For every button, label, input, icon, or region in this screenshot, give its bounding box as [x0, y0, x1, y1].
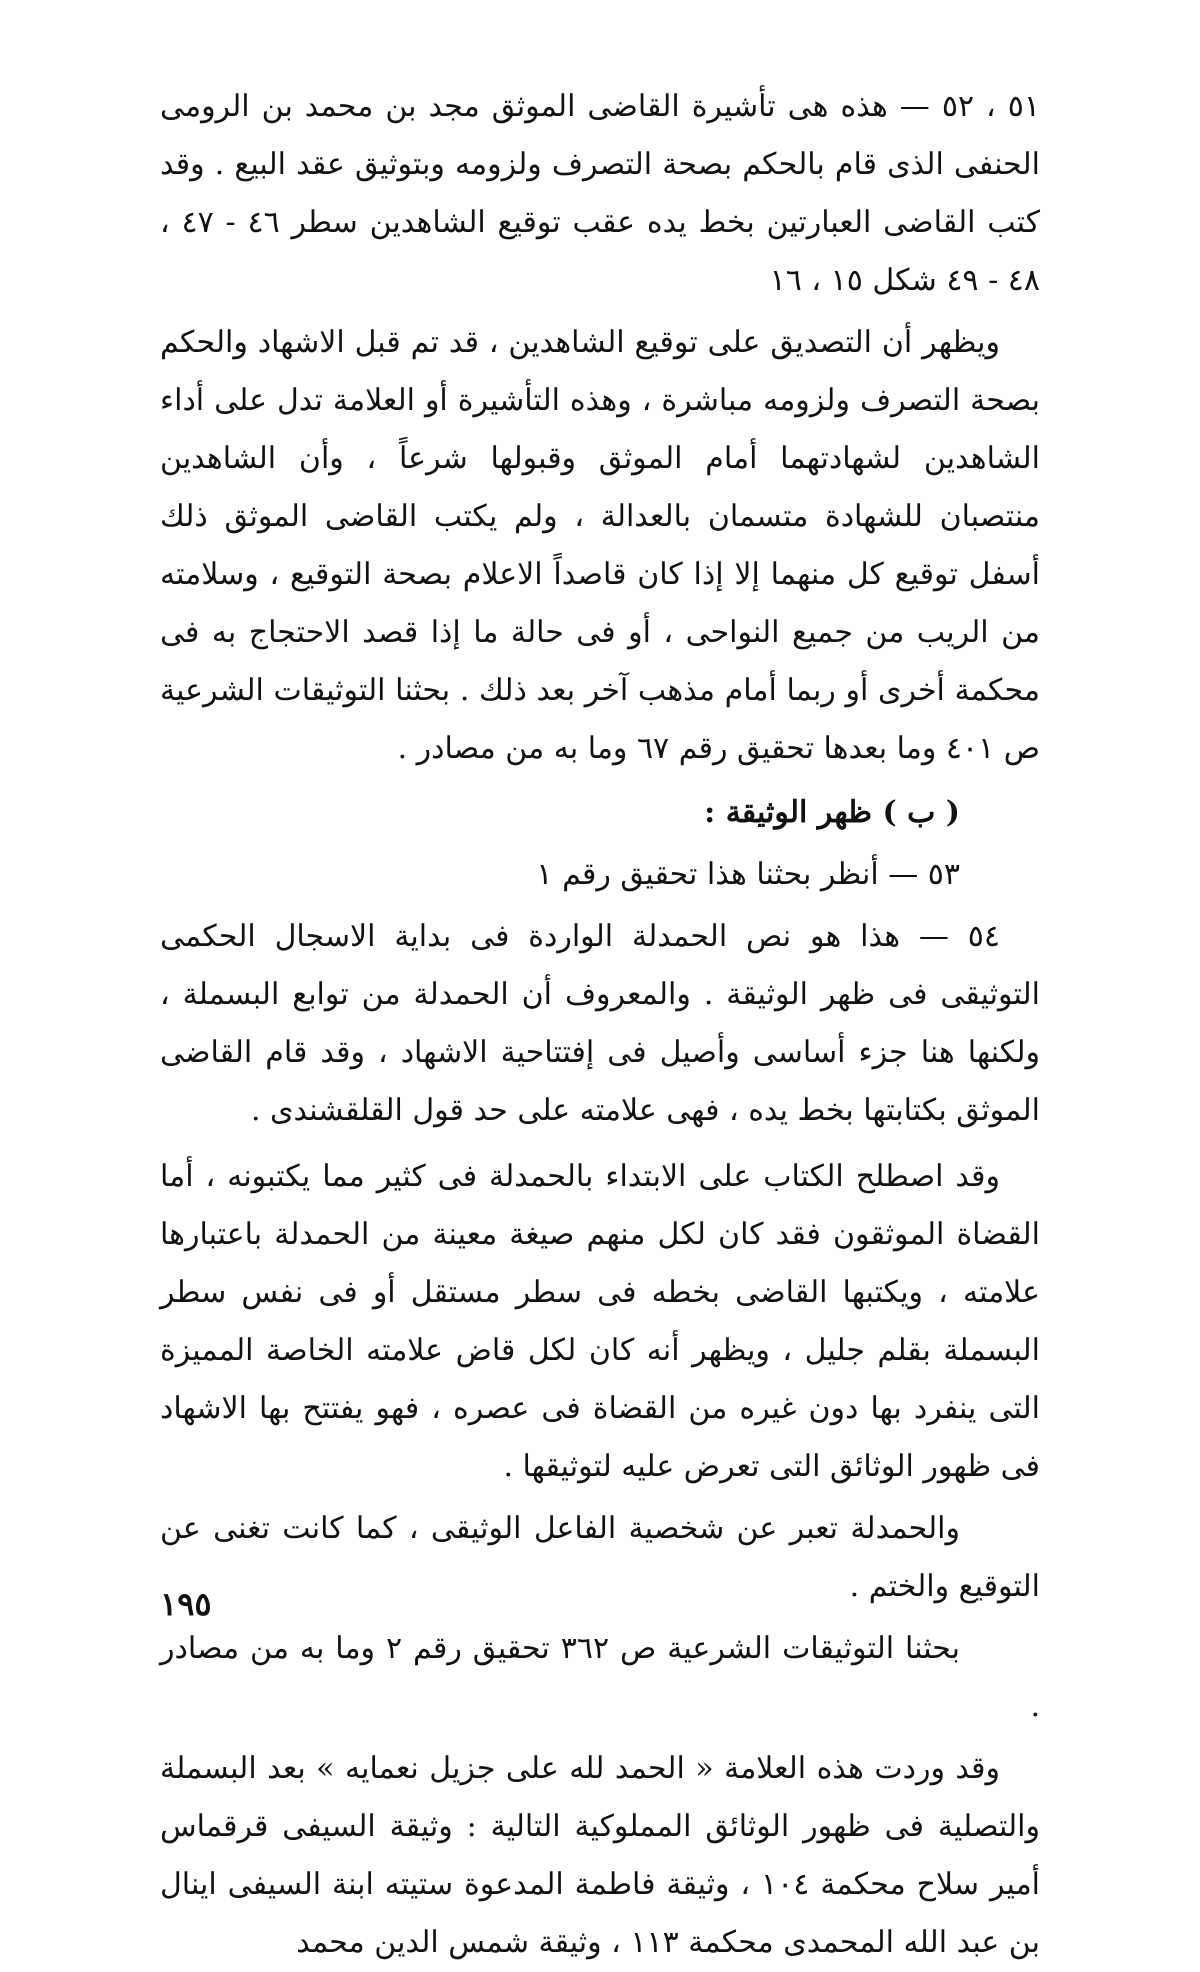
section-heading: ( ب ) ظهر الوثيقة :	[704, 795, 960, 830]
paragraph-hamdala-convention: وقد اصطلح الكتاب على الابتداء بالحمدلة فى كثير مما يكتبونه ، أما القضاة الموثقون فقد كان لكل منهم صيغة معينة من الحمدلة باعتبارها علامته ، ويكتبها القاضى بخطه فى سطر مستقل أو فى نفس سطر البسملة بقلم جليل ، ويظهر أنه كان لكل قاض علامته الخاصة المميزة التى ينفرد بها دون غيره من القضاة فى عصره ، فهو يفتتح بها الاشهاد فى ظهور الوثائق التى تعرض عليه لتوثيقها .	[160, 1159, 1040, 1484]
paragraph-note-54: ٥٤ — هذا هو نص الحمدلة الواردة فى بداية الاسجال الحكمى التوثيقى فى ظهر الوثيقة . والمعروف أن الحمدلة من توابع البسملة ، ولكنها هنا جزء أساسى وأصيل فى إفتتاحية الاشهاد ، وقد قام القاضى الموثق بكتابتها بخط يده ، فهى علامته على حد قول القلقشندى .	[160, 919, 1040, 1128]
body-text	[160, 78, 1040, 1972]
paragraph-hamdala-signature: والحمدلة تعبر عن شخصية الفاعل الوثيقى ، كما كانت تغنى عن التوقيع والختم .	[160, 1511, 1040, 1604]
paragraph-mamluk-documents: وقد وردت هذه العلامة « الحمد لله على جزيل نعمايه » بعد البسملة والتصلية فى ظهور الوثائق المملوكية التالية : وثيقة السيفى قرقماس أمير سلاح محكمة ١٠٤ ، وثيقة فاطمة المدعوة ستيته ابنة السيفى اينال بن عبد الله المحمدى محكمة ١١٣ ، وثيقة شمس الدين محمد	[160, 1751, 1041, 1960]
page-number: ١٩٥	[160, 1585, 212, 1623]
paragraph-note-53: ٥٣ — أنظر بحثنا هذا تحقيق رقم ١	[536, 857, 960, 892]
paragraph-attestation: ويظهر أن التصديق على توقيع الشاهدين ، قد تم قبل الاشهاد والحكم بصحة التصرف ولزومه مباشرة ، وهذه التأشيرة أو العلامة تدل على أداء الشاهدين لشهادتهما أمام الموثق وقبولها شرعاً ، وأن الشاهدين منتصبان للشهادة متسمان بالعدالة ، ولم يكتب القاضى الموثق ذلك أسفل توقيع كل منهما إلا إذا كان قاصداً الاعلام بصحة التوقيع ، وسلامته من الريب من جميع النواحى ، أو فى حالة ما إذا قصد الاحتجاج به فى محكمة أخرى أو ربما أمام مذهب آخر بعد ذلك . بحثنا التوثيقات الشرعية ص ٤٠١ وما بعدها تحقيق رقم ٦٧ وما به من مصادر .	[160, 325, 1040, 766]
paragraph-reference: بحثنا التوثيقات الشرعية ص ٣٦٢ تحقيق رقم ٢ وما به من مصادر .	[160, 1631, 1040, 1724]
paragraph-note-51-52: ٥١ ، ٥٢ — هذه هى تأشيرة القاضى الموثق مجد بن محمد بن الرومى الحنفى الذى قام بالحكم بصحة التصرف ولزومه وبتوثيق عقد البيع . وقد كتب القاضى العبارتين بخط يده عقب توقيع الشاهدين سطر ٤٦ - ٤٧ ، ٤٨ - ٤٩ شكل ١٥ ، ١٦	[160, 89, 1041, 298]
